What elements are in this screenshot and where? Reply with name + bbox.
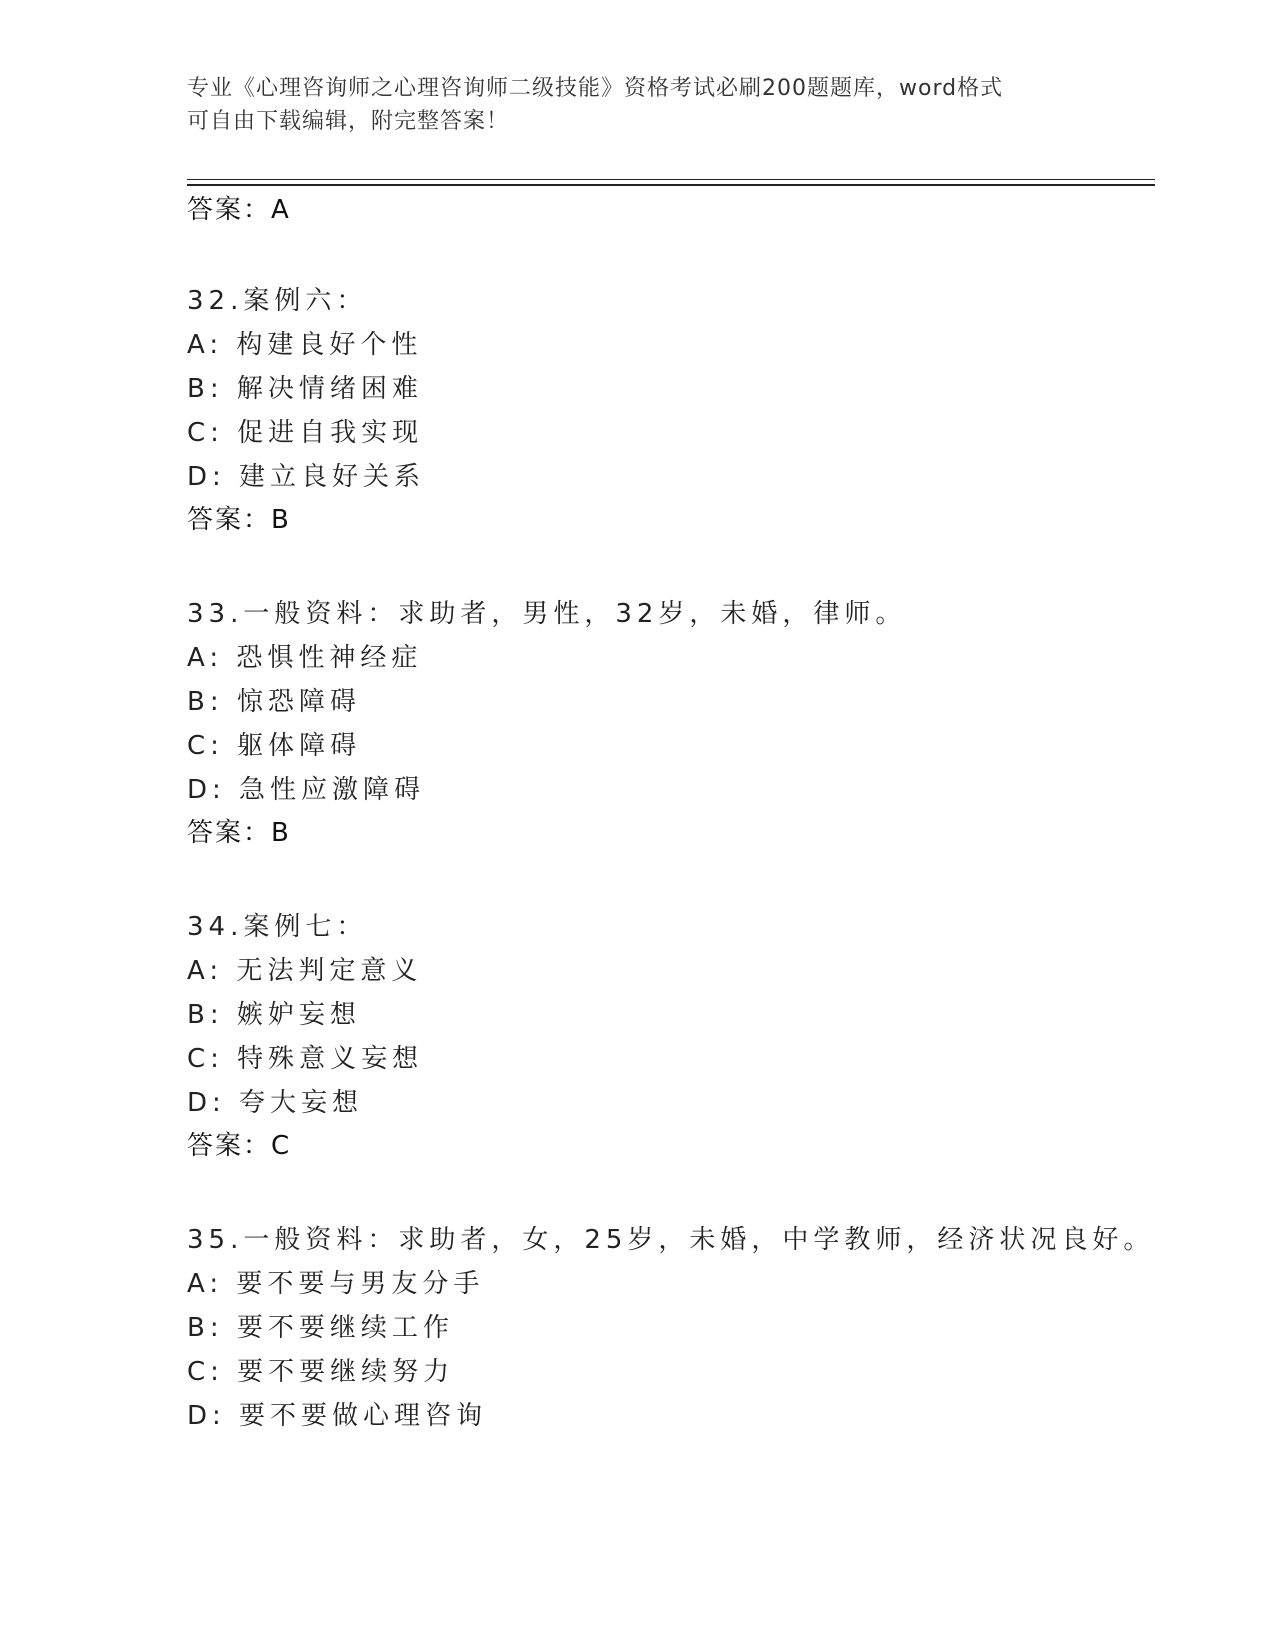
- question-stem: 32.案例六：: [187, 286, 368, 316]
- option-c: C: 躯体障碍: [187, 731, 362, 761]
- option-b: B: 解决情绪困难: [187, 374, 423, 404]
- question-stem: 34.案例七：: [187, 912, 368, 942]
- option-d: D: 建立良好关系: [187, 462, 426, 492]
- option-b: B: 嫉妒妄想: [187, 1000, 361, 1030]
- question-stem: 33.一般资料：求助者，男性，32岁，未婚，律师。: [187, 599, 907, 629]
- option-c: C: 促进自我实现: [187, 418, 424, 448]
- question-stem: 35.一般资料：求助者，女，25岁，未婚，中学教师，经济状况良好。: [187, 1225, 1155, 1255]
- option-b: B: 惊恐障碍: [187, 687, 361, 717]
- header-line-1: 专业《心理咨询师之心理咨询师二级技能》资格考试必刷200题题库，word格式: [187, 76, 1004, 101]
- answer-line: 答案：A: [187, 195, 291, 225]
- option-d: D: 夸大妄想: [187, 1088, 364, 1118]
- option-c: C: 特殊意义妄想: [187, 1044, 424, 1074]
- answer-line: 答案：B: [187, 818, 291, 848]
- header-line-2: 可自由下载编辑，附完整答案！: [187, 109, 510, 134]
- option-d: D: 急性应激障碍: [187, 775, 426, 805]
- answer-line: 答案：B: [187, 505, 291, 535]
- header-divider-thin: [187, 179, 1155, 180]
- option-a: A: 无法判定意义: [187, 956, 423, 986]
- option-b: B: 要不要继续工作: [187, 1313, 454, 1343]
- document-header: [187, 72, 1087, 138]
- option-d: D: 要不要做心理咨询: [187, 1401, 488, 1431]
- header-divider-thick: [187, 184, 1155, 186]
- option-a: A: 恐惧性神经症: [187, 643, 423, 673]
- answer-line: 答案：C: [187, 1131, 292, 1161]
- option-a: A: 要不要与男友分手: [187, 1269, 485, 1299]
- option-c: C: 要不要继续努力: [187, 1357, 455, 1387]
- option-a: A: 构建良好个性: [187, 330, 423, 360]
